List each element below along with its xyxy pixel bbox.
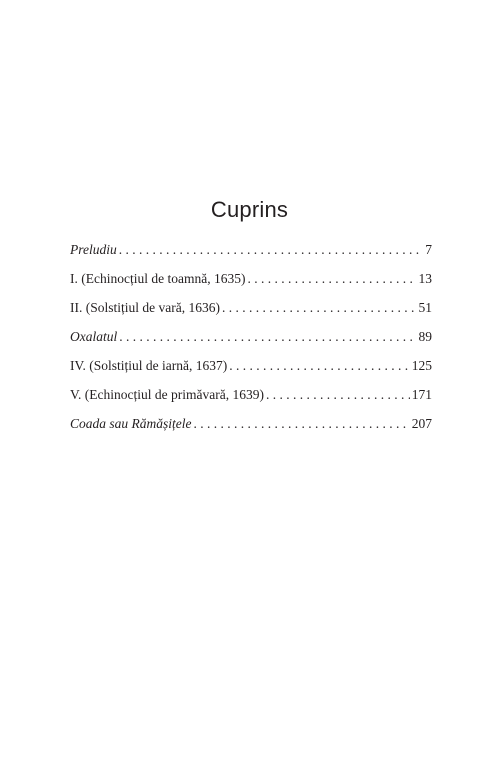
table-of-contents <box>70 240 432 443</box>
toc-dot-leader <box>247 269 416 289</box>
toc-entry-label: Preludiu <box>70 242 117 257</box>
toc-dot-leader <box>229 356 410 376</box>
toc-entry <box>70 298 432 327</box>
toc-entry-label: IV. (Solstițiul de iarnă, 1637) <box>70 358 228 373</box>
toc-entry <box>70 414 432 443</box>
toc-entry <box>70 327 432 356</box>
toc-entry <box>70 269 432 298</box>
toc-dot-leader <box>266 385 410 405</box>
toc-entry <box>70 385 432 414</box>
toc-entry-label: I. (Echinocțiul de toamnă, 1635) <box>70 271 246 286</box>
toc-entry-page: 13 <box>418 271 432 286</box>
toc-entry-page: 7 <box>425 242 432 257</box>
toc-dot-leader <box>119 327 416 347</box>
toc-entry-page: 171 <box>411 387 432 402</box>
toc-entry-page: 51 <box>418 300 432 315</box>
page-title: Cuprins <box>210 196 289 222</box>
toc-entry <box>70 356 432 385</box>
toc-entry-page: 207 <box>411 416 432 431</box>
toc-entry <box>70 240 432 269</box>
toc-entry-label: Coada sau Rămășițele <box>70 416 192 431</box>
toc-entry-page: 89 <box>418 329 432 344</box>
toc-entry-label: Oxalatul <box>70 329 118 344</box>
toc-dot-leader <box>222 298 417 318</box>
toc-entry-label: V. (Echinocțiul de primăvară, 1639) <box>70 387 264 402</box>
toc-entry-page: 125 <box>411 358 432 373</box>
toc-dot-leader <box>194 414 410 434</box>
toc-entry-label: II. (Solstițiul de vară, 1636) <box>70 300 220 315</box>
toc-dot-leader <box>119 240 424 260</box>
